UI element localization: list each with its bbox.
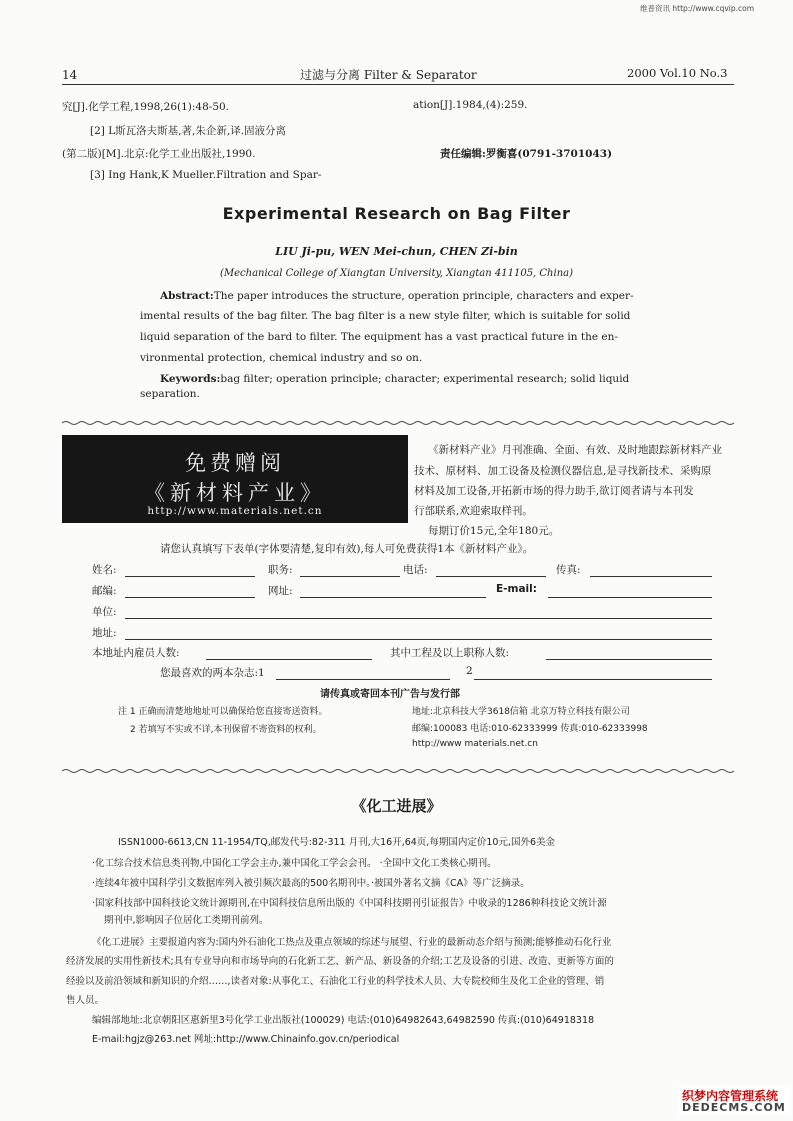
ad-banner-url: http://www.materials.net.cn xyxy=(147,505,323,517)
form-engineer-label: 其中工程及以上职称人数: xyxy=(390,647,510,659)
form-postcode-label: 邮编: xyxy=(92,585,117,597)
chem-bullet-2: ·连续4年被中国科学引文数据库列入被引频次最高的500名期刊中。·被国外著名文摘《CA》等广泛摘录。 xyxy=(92,878,530,889)
site-watermark xyxy=(678,1085,790,1115)
abstract-line-4: vironmental protection, chemical industry and so on. xyxy=(140,352,423,364)
form-address-label: 地址: xyxy=(92,627,117,639)
contact-address: 地址:北京科技大学3618信箱 北京万特立科技有限公司 xyxy=(412,707,630,717)
form-engineer-field[interactable] xyxy=(546,659,712,660)
chem-bullet-3-cont: 期刊中,影响因子位居化工类期刊前列。 xyxy=(104,915,269,926)
form-staff-label: 本地址内雇员人数: xyxy=(92,647,180,659)
chem-title: 《化工进展》 xyxy=(351,797,442,815)
reference-1-cont: 究[J].化学工程,1998,26(1):48-50. xyxy=(62,101,230,113)
reference-3-cont: ation[J].1984,(4):259. xyxy=(413,99,528,111)
contact-url: http://www materials.net.cn xyxy=(412,739,538,749)
watermark-line-1: 织梦内容管理系统 xyxy=(682,1089,779,1103)
chem-bullet-3: ·国家科技部中国科技论文统计源期刊,在中国科技信息所出版的《中国科技期刊引证报告》中收录的1286种科技论文统计源 xyxy=(92,898,607,909)
form-postcode-field[interactable] xyxy=(125,597,255,598)
form-favorite-1-field[interactable] xyxy=(276,679,450,680)
chem-desc-4: 售人员。 xyxy=(66,995,105,1006)
wavy-divider xyxy=(62,420,734,426)
watermark-line-2: DEDECMS.COM xyxy=(682,1101,786,1114)
abstract-line-3: liquid separation of the bard to filter. The equipment has a vast practical future in the en- xyxy=(140,331,618,343)
form-address-field[interactable] xyxy=(125,639,712,640)
form-position-label: 职务: xyxy=(268,564,293,576)
issue-info: 2000 Vol.10 No.3 xyxy=(627,66,728,80)
form-position-field[interactable] xyxy=(300,576,400,577)
note-2: 2 若填写不实或不详,本刊保留不寄资料的权利。 xyxy=(130,725,322,735)
abstract-label: Abstract: xyxy=(160,290,214,302)
send-title: 请传真或寄回本刊广告与发行部 xyxy=(320,689,460,700)
ad-banner-line-1: 免费赠阅 xyxy=(185,451,285,475)
header-rule xyxy=(62,84,734,85)
chem-desc-3: 经验以及前沿领域和新知识的介绍……,读者对象:从事化工、石油化工行业的科学技术人员、大专院校师生及化工企业的管理、销 xyxy=(66,976,605,987)
reference-2-cont: (第二版)[M].北京:化学工业出版社,1990. xyxy=(62,148,256,160)
keywords-label: Keywords: xyxy=(160,373,221,385)
form-unit-field[interactable] xyxy=(125,618,712,619)
abstract-line-1 xyxy=(160,290,634,302)
keywords-line-2: separation. xyxy=(140,388,200,400)
reference-2: [2] L斯瓦洛夫斯基,著,朱企新,译.固液分离 xyxy=(90,125,287,137)
abstract-line-2: imental results of the bag filter. The bag filter is a new style filter, which is suitable for solid xyxy=(140,310,631,322)
form-website-label: 网址: xyxy=(268,585,293,597)
keywords-line-1 xyxy=(160,373,629,385)
chem-desc-2: 经济发展的实用性新技术;具有专业导向和市场导向的石化新工艺、新产品、新设备的介绍;工艺及设备的引进、改造、更新等方面的 xyxy=(66,956,614,967)
keywords-text-1: bag filter; operation principle; character; experimental research; solid liquid xyxy=(220,373,630,385)
ad-desc-3: 材料及加工设备,开拓新市场的得力助手,欲订阅者请与本刊发 xyxy=(414,485,694,497)
article-authors: LIU Ji-pu, WEN Mei-chun, CHEN Zi-bin xyxy=(275,245,518,258)
form-fax-label: 传真: xyxy=(556,564,581,576)
ad-desc-4: 行部联系,欢迎索取样刊。 xyxy=(414,505,533,517)
page-number: 14 xyxy=(62,68,78,82)
chem-email: E-mail:hgjz@263.net 网址:http://www.Chinainfo.gov.cn/periodical xyxy=(92,1034,400,1045)
form-name-label: 姓名: xyxy=(92,564,117,576)
article-title: Experimental Research on Bag Filter xyxy=(222,204,571,223)
form-email-field[interactable] xyxy=(548,597,712,598)
form-staff-field[interactable] xyxy=(206,659,372,660)
wavy-divider xyxy=(62,768,734,774)
form-phone-label: 电话: xyxy=(403,564,428,576)
form-fax-field[interactable] xyxy=(590,576,712,577)
form-favorite-2-label: 2 xyxy=(466,665,473,677)
chem-bullet-1: ·化工综合技术信息类刊物,中国化工学会主办,兼中国化工学会会刊。 ·全国中文化工类核心期刊。 xyxy=(92,858,497,869)
form-phone-field[interactable] xyxy=(436,576,546,577)
chem-desc-1: 《化工进展》主要报道内容为:国内外石油化工热点及重点领域的综述与展望、行业的最新动态介绍与预测;能够推动石化行业 xyxy=(92,937,612,948)
article-affiliation: (Mechanical College of Xiangtan University, Xiangtan 411105, China) xyxy=(219,268,574,279)
ad-price: 每期订价15元,全年180元。 xyxy=(428,525,560,537)
source-note: 维普资讯 http://www.cqvip.com xyxy=(640,4,755,13)
form-intro: 请您认真填写下表单(字体要清楚,复印有效),每人可免费获得1本《新材料产业》。 xyxy=(160,543,534,555)
contact-phone: 邮编:100083 电话:010-62333999 传真:010-62333998 xyxy=(412,724,648,734)
note-1: 注 1 正确而清楚地地址可以确保给您直接寄送资料。 xyxy=(118,707,328,717)
ad-banner xyxy=(62,435,408,523)
journal-name: 过滤与分离 Filter & Separator xyxy=(300,68,477,82)
chem-issn: ISSN1000-6613,CN 11-1954/TQ,邮发代号:82-311 月刊,大16开,64页,每期国内定价10元,国外6美金 xyxy=(118,837,555,848)
form-favorite-label: 您最喜欢的两本杂志:1 xyxy=(160,667,265,679)
abstract-text-1: The paper introduces the structure, operation principle, characters and exper- xyxy=(213,290,634,302)
responsible-editor: 责任编辑:罗衡喜(0791-3701043) xyxy=(440,148,613,160)
reference-3: [3] Ing Hank,K Mueller.Filtration and Spar- xyxy=(90,169,322,181)
form-website-field[interactable] xyxy=(300,597,486,598)
form-unit-label: 单位: xyxy=(92,606,117,618)
ad-desc-1: 《新材料产业》月刊准确、全面、有效、及时地跟踪新材料产业 xyxy=(428,444,722,456)
ad-desc-2: 技术、原材料、加工设备及检测仪器信息,是寻找新技术、采购原 xyxy=(414,465,712,477)
ad-banner-line-2: 《新材料产业》 xyxy=(144,481,326,505)
form-favorite-2-field[interactable] xyxy=(474,679,712,680)
chem-address: 编辑部地址:北京朝阳区惠新里3号化学工业出版社(100029) 电话:(010)64982643,64982590 传真:(010)64918318 xyxy=(92,1015,595,1026)
form-email-label: E-mail: xyxy=(496,583,537,595)
form-name-field[interactable] xyxy=(125,576,255,577)
